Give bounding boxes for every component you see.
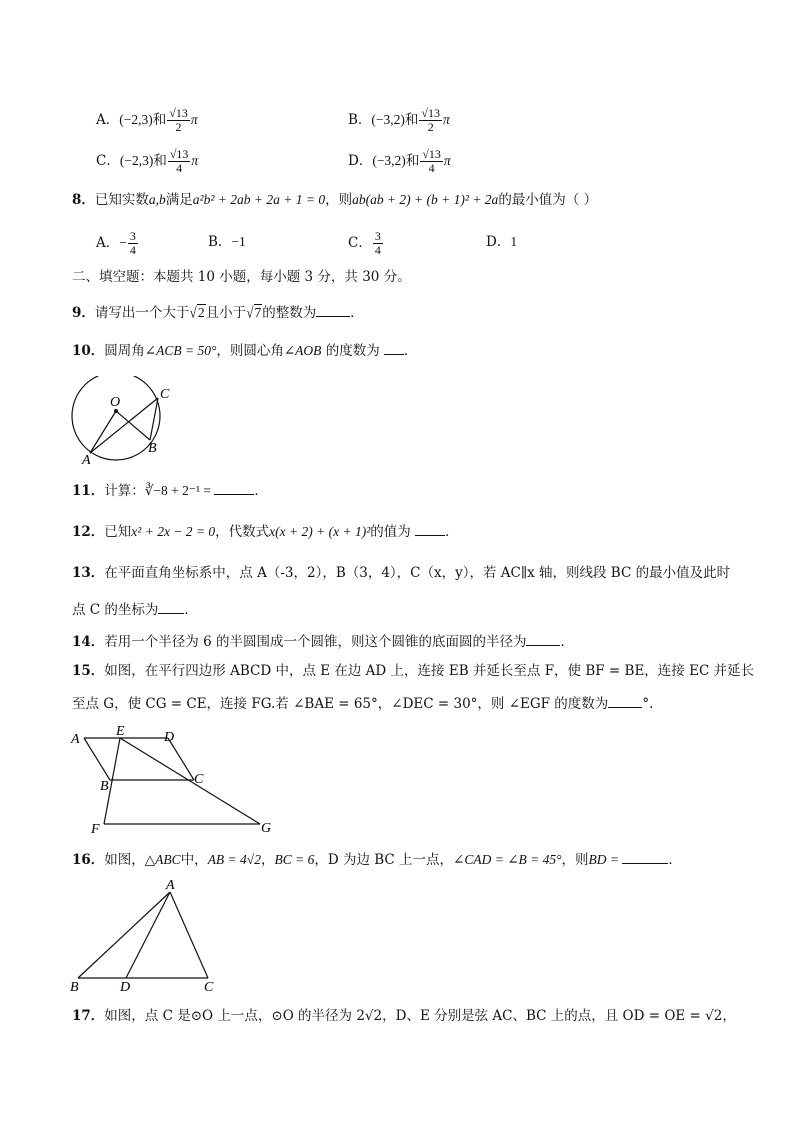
label-c: C: [160, 387, 170, 402]
answer-blank: [526, 635, 560, 646]
question-8: 8．已知实数a,b满足a²b² + 2ab + 2a + 1 = 0，则ab(ab + 2) + (b + 1)² + 2a的最小值为（ ）: [72, 192, 598, 208]
label-g: G: [261, 821, 272, 836]
label-d: D: [120, 980, 131, 995]
section-2-heading: 二、填空题：本题共 10 小题，每小题 3 分，共 30 分。: [72, 269, 411, 285]
label-a: A: [166, 878, 175, 893]
answer-blank: [316, 306, 350, 317]
label-b: B: [148, 441, 157, 456]
question-9: 9．请写出一个大于√2且小于√7的整数为 ．: [72, 303, 364, 322]
label-c: C: [204, 980, 214, 995]
q7-option-b: B．(−3,2)和 $\frac{√13}{2}$ π: [348, 106, 450, 134]
label-f: F: [91, 822, 100, 836]
answer-blank: [622, 853, 668, 864]
question-17: 17．如图，点 C 是⊙O 上一点，⊙O 的半径为 2√2，D、E 分别是弦 AC、BC 上的点，且 OD = OE = √2，: [72, 1008, 736, 1024]
q7-option-d: D．(−3,2)和 $\frac{√13}{4}$ π: [348, 147, 451, 175]
q8-option-c: C． $\frac{3}{4}$: [348, 229, 381, 257]
circle-figure: [64, 376, 184, 466]
answer-blank: [384, 344, 404, 355]
label-c: C: [194, 772, 204, 787]
label-a: A: [71, 732, 80, 747]
answer-blank: [158, 603, 184, 614]
label-d: D: [164, 730, 175, 745]
q8-option-d: D．1: [486, 234, 518, 250]
parallelogram-figure: [66, 724, 286, 836]
q8-option-a: A．− $\frac{3}{4}$: [96, 229, 136, 257]
triangle-figure: [66, 876, 226, 996]
question-15-line-2: 至点 G，使 CG = CE，连接 FG.若 ∠BAE = 65°，∠DEC = 30°，则 ∠EGF 的度数为 °.: [72, 696, 654, 712]
label-e: E: [116, 724, 125, 739]
answer-blank: [214, 484, 254, 495]
question-14: 14．若用一个半径为 6 的半圆围成一个圆锥，则这个圆锥的底面圆的半径为 ．: [72, 634, 574, 650]
label-a: A: [82, 453, 91, 466]
q7-option-a: A．(−2,3)和 $\frac{√13}{2}$ π: [96, 106, 198, 134]
question-13-line-2: 点 C 的坐标为 ．: [72, 602, 198, 618]
label-b: B: [100, 779, 109, 794]
answer-blank: [415, 525, 445, 536]
question-11: 11．计算：∛−8 + 2⁻¹ = ．: [72, 483, 268, 499]
question-15: 15．如图，在平行四边形 ABCD 中，点 E 在边 AD 上，连接 EB 并延长至点 F，使 BF = BE，连接 EC 并延长: [72, 663, 755, 679]
question-16: 16．如图，△ABC中，AB = 4√2，BC = 6，D 为边 BC 上一点，∠CAD = ∠B = 45°，则BD = ．: [72, 852, 682, 868]
question-13: 13．在平面直角坐标系中，点 A（-3，2），B（3，4），C（x，y），若 AC∥x 轴，则线段 BC 的最小值及此时: [72, 565, 731, 581]
label-b: B: [70, 980, 79, 995]
label-o: O: [110, 395, 121, 410]
q8-option-b: B．−1: [208, 234, 246, 250]
question-10: 10．圆周角∠ACB = 50°，则圆心角∠AOB 的度数为 ．: [72, 343, 418, 359]
question-12: 12．已知x² + 2x − 2 = 0，代数式x(x + 2) + (x + 1)²的值为 ．: [72, 524, 459, 540]
answer-blank: [608, 697, 642, 708]
q7-option-c: C．(−2,3)和 $\frac{√13}{4}$ π: [96, 147, 199, 175]
